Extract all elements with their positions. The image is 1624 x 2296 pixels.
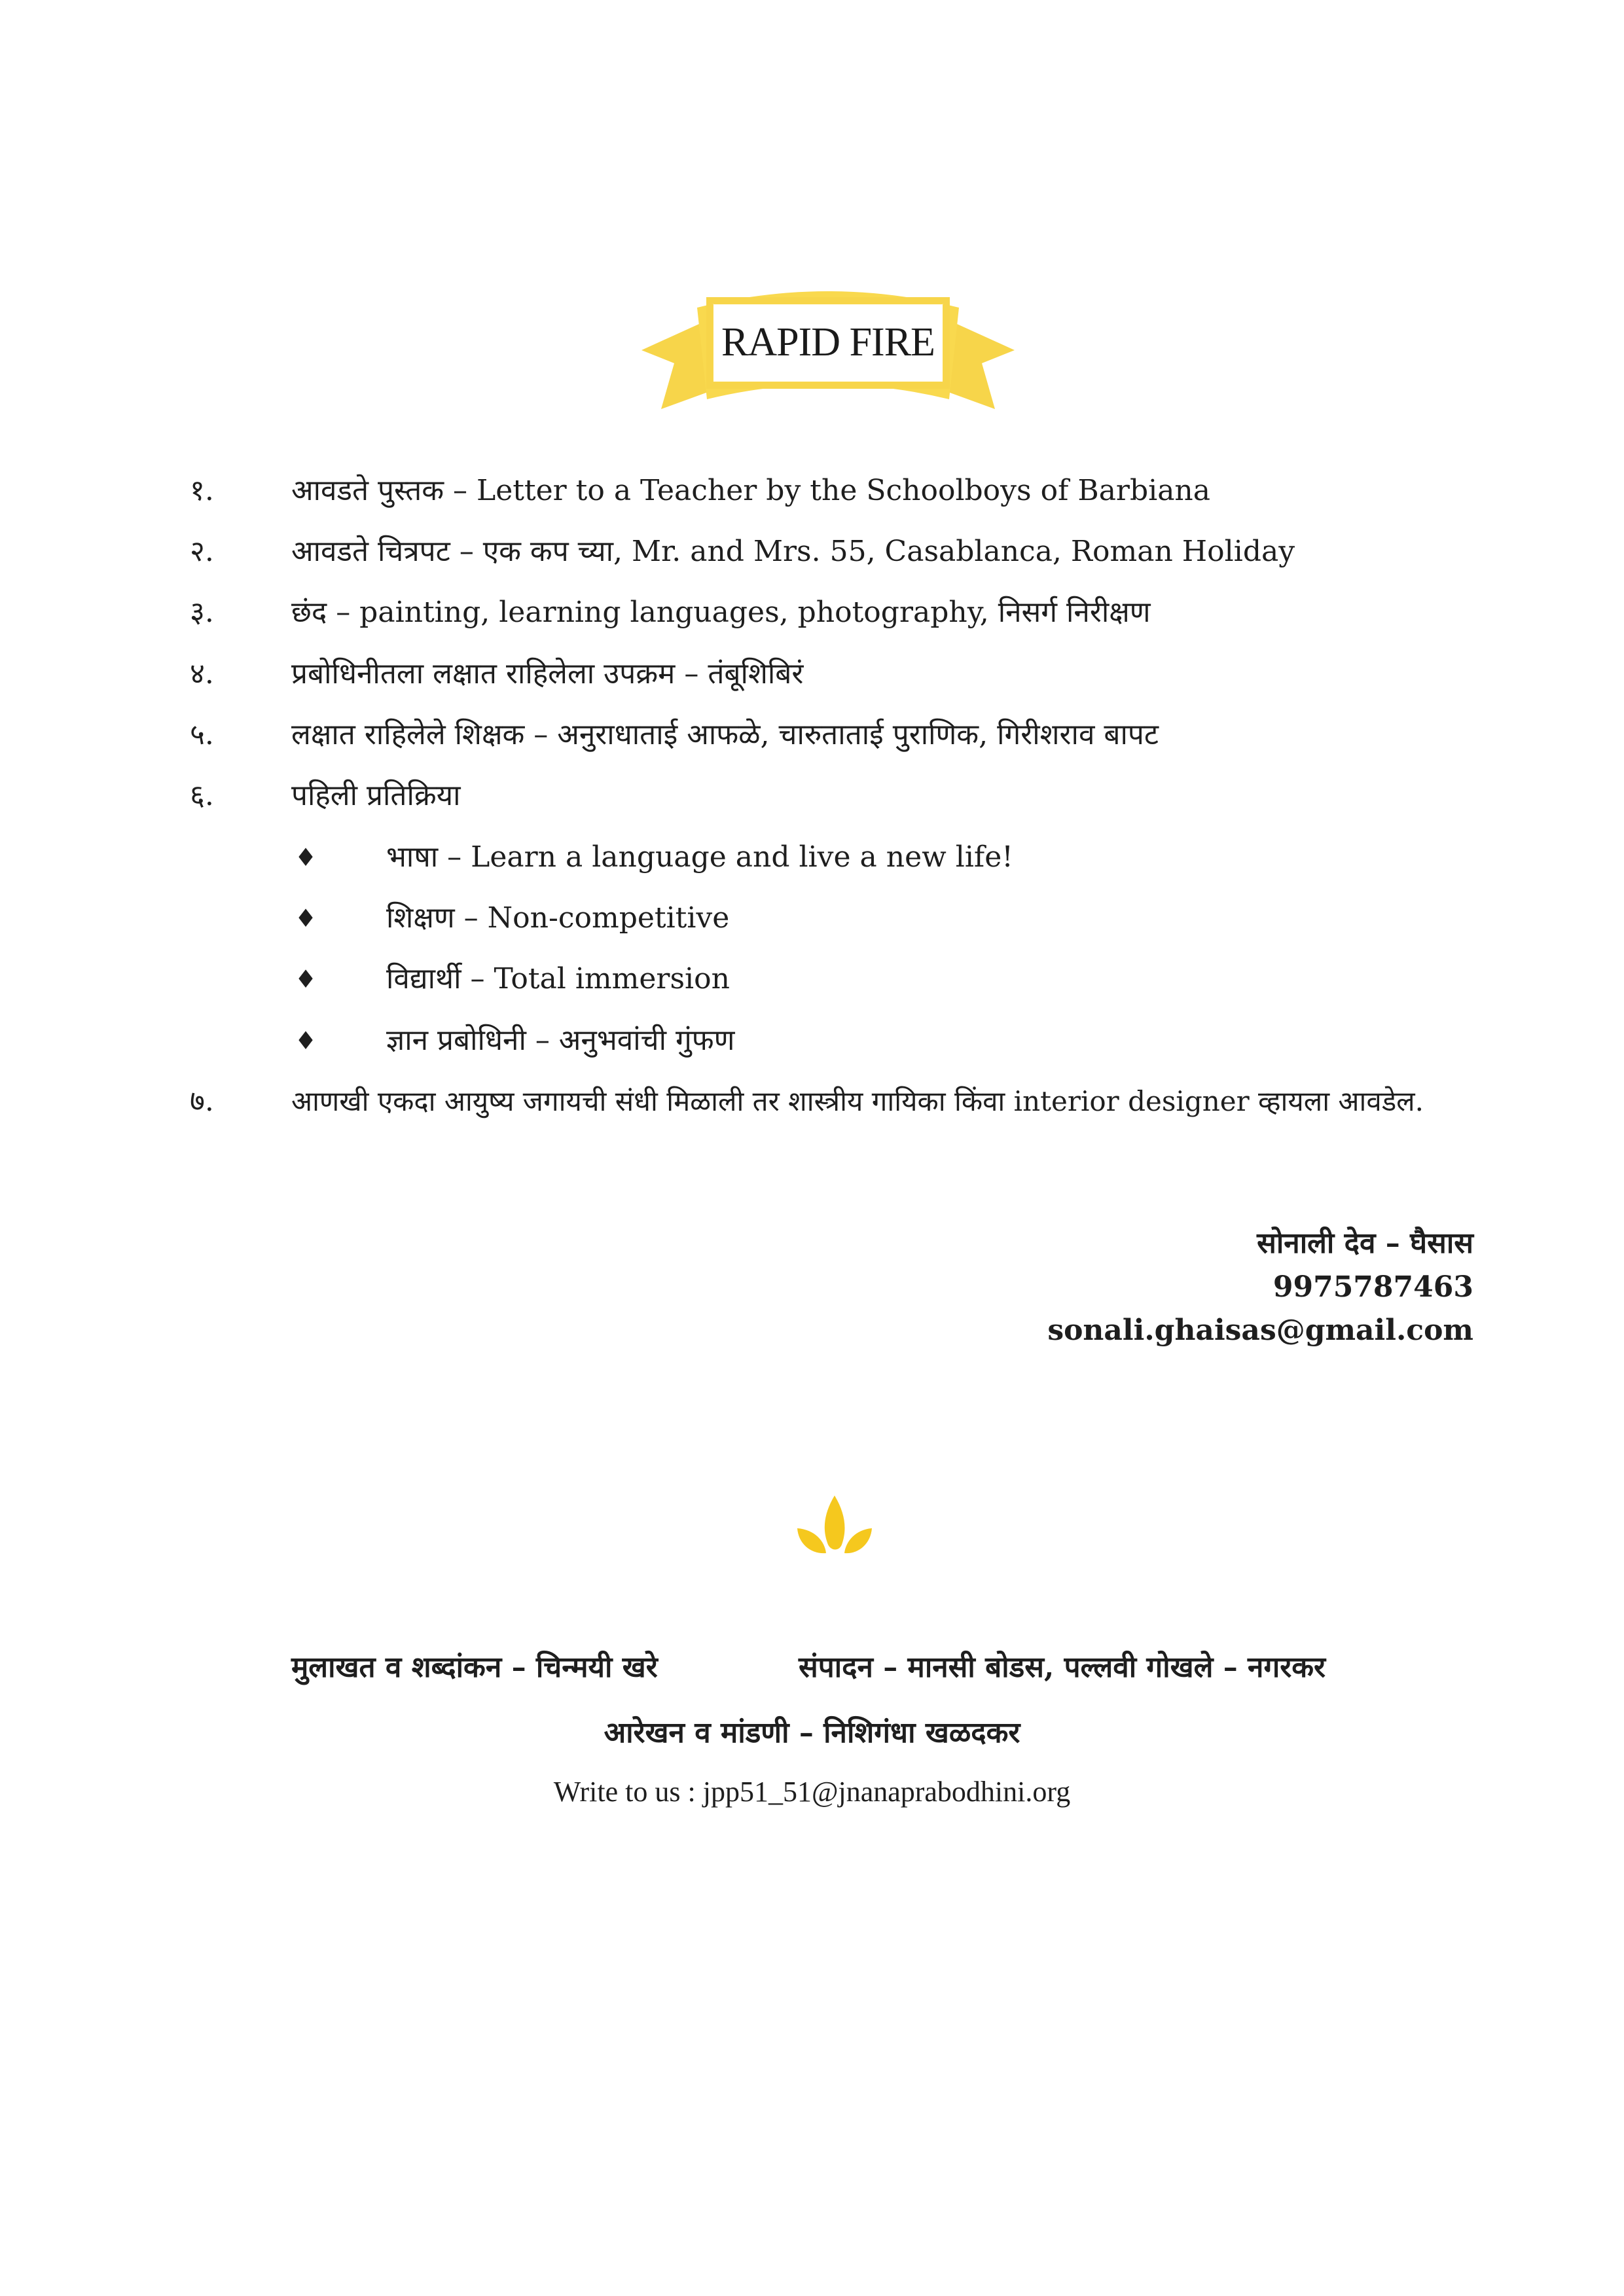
credit-layout: आरेखन व मांडणी – निशिगंधा खळदकर	[604, 1716, 1020, 1749]
item-number: ५.	[190, 718, 214, 751]
credit-interview: मुलाखत व शब्दांकन – चिन्मयी खरे	[291, 1651, 658, 1684]
item-number: ६.	[190, 779, 214, 812]
diamond-bullet-icon: ♦	[295, 1026, 317, 1055]
sub-item-text: विद्यार्थी – Total immersion	[386, 962, 730, 996]
diamond-bullet-icon: ♦	[295, 965, 317, 994]
item-text: आणखी एकदा आयुष्य जगायची संधी मिळाली तर शास्त्रीय गायिका किंवा interior designer व्हायला आवडेल.	[291, 1085, 1424, 1117]
item-text: आवडते पुस्तक – Letter to a Teacher by the Schoolboys of Barbiana	[291, 474, 1211, 507]
item-text: आवडते चित्रपट – एक कप च्या, Mr. and Mrs. 55, Casablanca, Roman Holiday	[291, 535, 1295, 568]
item-text: छंद – painting, learning languages, photography, निसर्ग निरीक्षण	[291, 596, 1151, 629]
diamond-bullet-icon: ♦	[295, 904, 317, 933]
credit-editing: संपादन – मानसी बोडस, पल्लवी गोखले – नगरकर	[799, 1651, 1326, 1684]
sub-item-text: शिक्षण – Non-competitive	[386, 901, 730, 935]
banner-title: RAPID FIRE	[721, 320, 935, 365]
contact-line: Write to us : jpp51_51@jnanaprabodhini.org	[553, 1776, 1071, 1808]
sub-item-text: ज्ञान प्रबोधिनी – अनुभवांची गुंफण	[386, 1024, 735, 1057]
item-number: १.	[190, 474, 214, 507]
item-number: २.	[190, 535, 214, 568]
diamond-bullet-icon: ♦	[295, 843, 317, 872]
item-text: लक्षात राहिलेले शिक्षक – अनुराधाताई आफळे, चारुताताई पुराणिक, गिरीशराव बापट	[291, 718, 1159, 751]
item-text: पहिली प्रतिक्रिया	[291, 779, 461, 812]
sub-item-text: भाषा – Learn a language and live a new life!	[386, 840, 1013, 874]
yellow-flower-icon	[792, 1489, 877, 1574]
signature-email: sonali.ghaisas@gmail.com	[1047, 1314, 1473, 1347]
item-number: ४.	[190, 657, 214, 691]
signature-phone: 9975787463	[1272, 1270, 1473, 1304]
item-number: ७.	[190, 1085, 214, 1118]
item-number: ३.	[190, 596, 214, 629]
item-text: प्रबोधिनीतला लक्षात राहिलेला उपक्रम – तंबूशिबिरं	[291, 657, 804, 691]
signature-name: सोनाली देव – घैसास	[1257, 1227, 1473, 1260]
